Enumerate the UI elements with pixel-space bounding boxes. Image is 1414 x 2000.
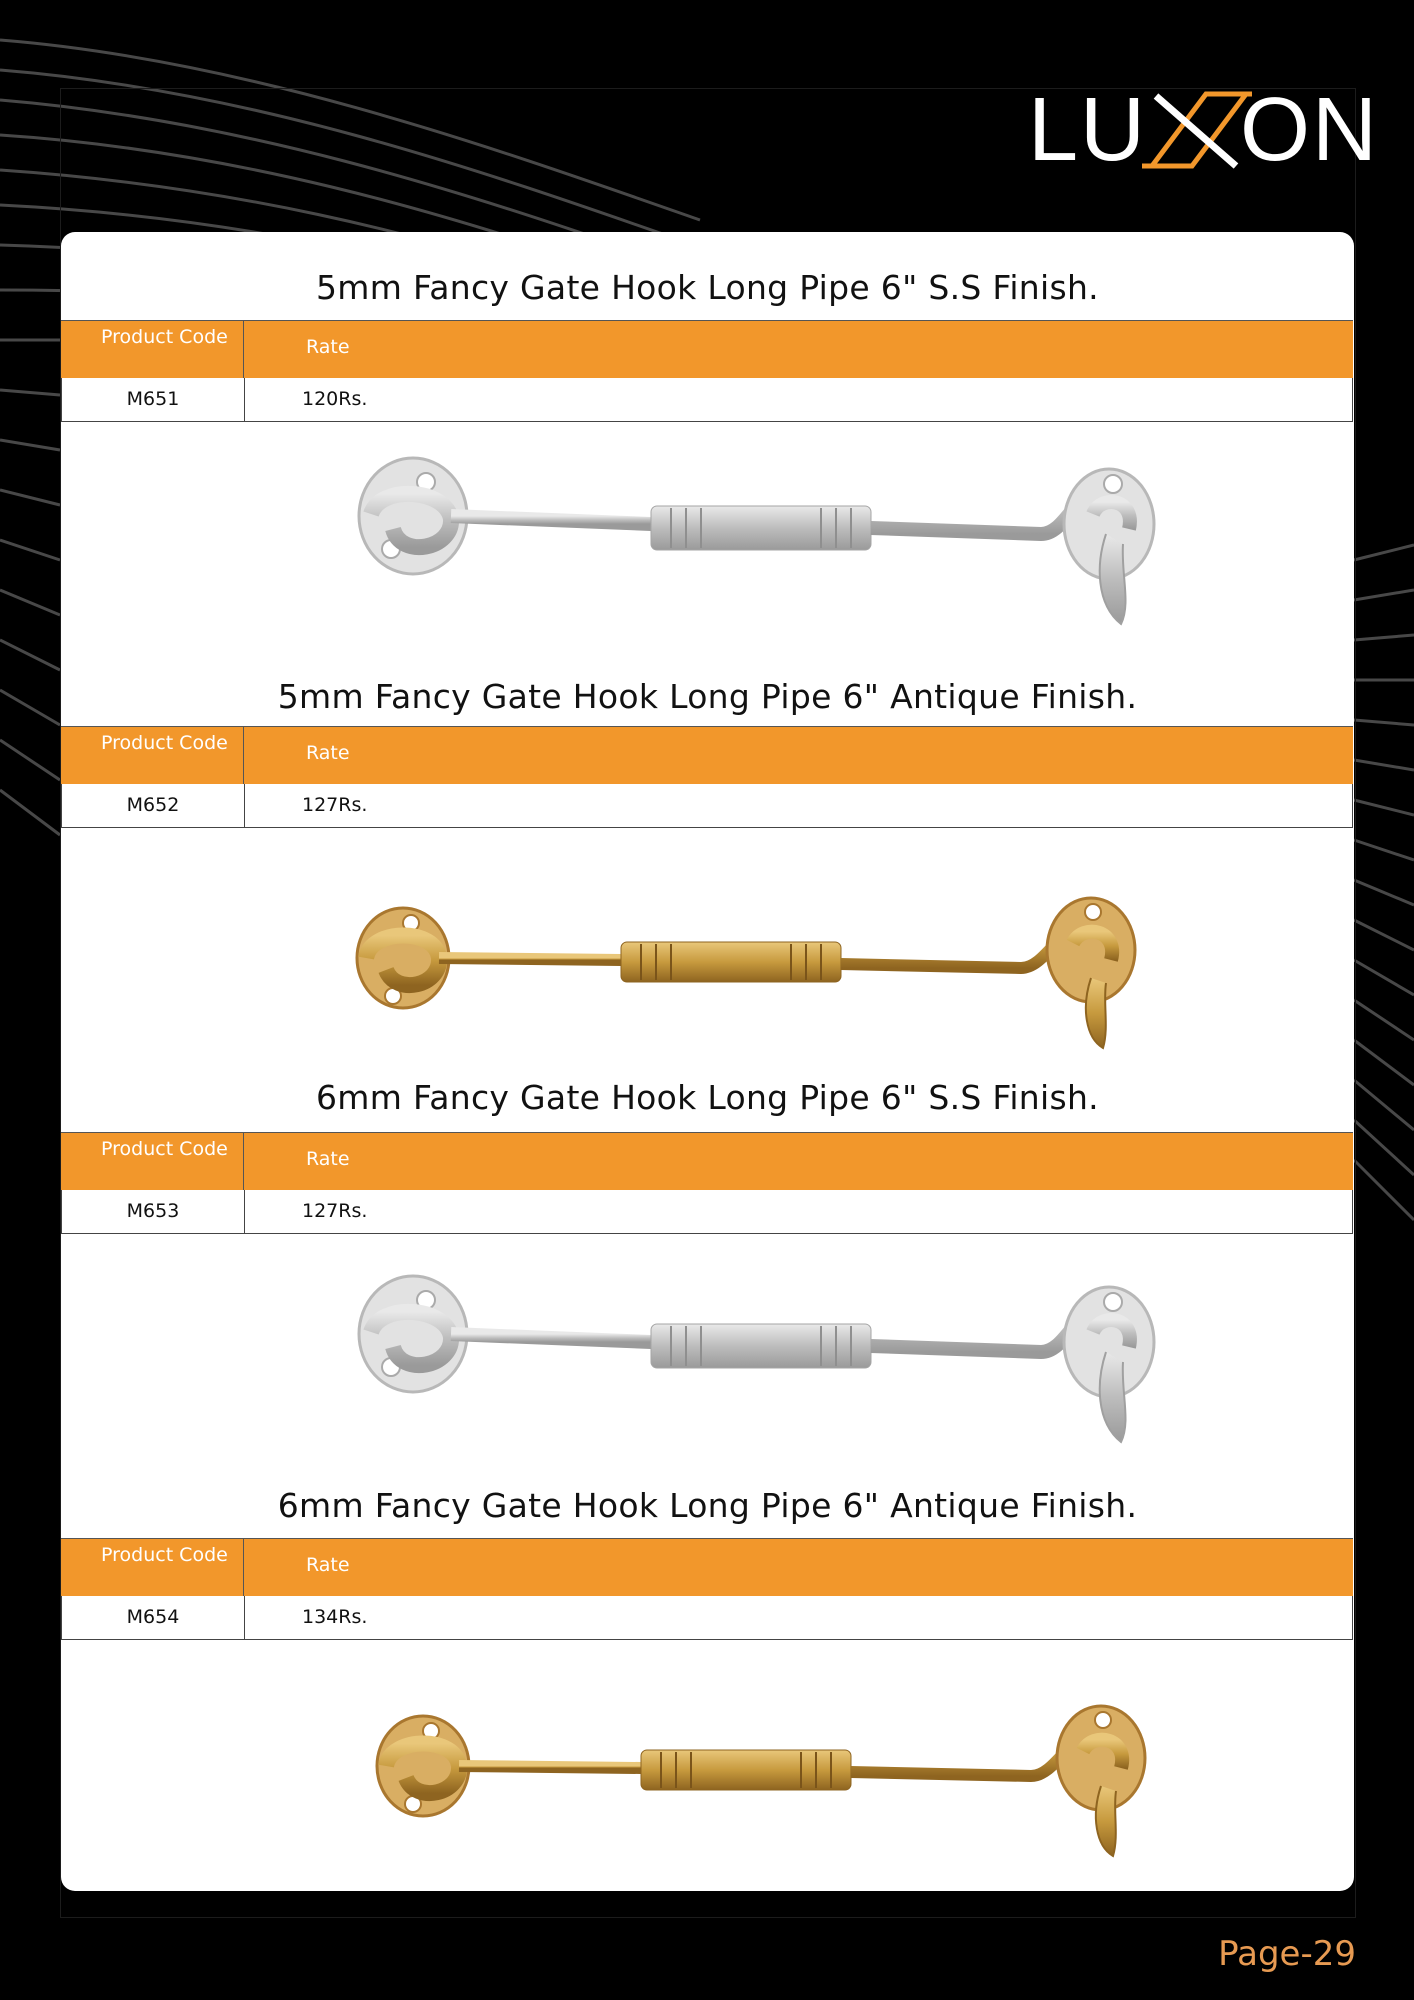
product-code-cell: M654 bbox=[62, 1596, 245, 1639]
product-card bbox=[61, 232, 1354, 1891]
header-divider bbox=[243, 321, 244, 378]
header-divider bbox=[243, 727, 244, 784]
header-rate: Rate bbox=[306, 336, 350, 358]
product-title: 6mm Fancy Gate Hook Long Pipe 6" Antique Finish. bbox=[277, 1486, 1138, 1525]
table-header-row bbox=[61, 726, 1353, 785]
product-rate-cell: 120Rs. bbox=[302, 388, 368, 410]
product-code-cell: M651 bbox=[62, 378, 245, 421]
logo-x-mark-icon bbox=[1142, 88, 1252, 172]
product-title: 5mm Fancy Gate Hook Long Pipe 6" Antique Finish. bbox=[277, 677, 1138, 716]
header-rate: Rate bbox=[306, 1554, 350, 1576]
table-header-row bbox=[61, 320, 1353, 379]
header-divider bbox=[243, 1539, 244, 1596]
product-rate-cell: 127Rs. bbox=[302, 1200, 368, 1222]
product-code-cell: M652 bbox=[62, 784, 245, 827]
product-rate-cell: 134Rs. bbox=[302, 1606, 368, 1628]
table-header-row bbox=[61, 1538, 1353, 1597]
header-product-code: Product Code bbox=[101, 326, 228, 348]
header-rate: Rate bbox=[306, 742, 350, 764]
header-product-code: Product Code bbox=[101, 732, 228, 754]
gate-hook-brass-image bbox=[371, 1696, 1191, 1896]
luxon-logo bbox=[1028, 80, 1379, 180]
header-divider bbox=[243, 1133, 244, 1190]
product-code-cell: M653 bbox=[62, 1190, 245, 1233]
gate-hook-silver-image bbox=[351, 1272, 1171, 1472]
page-number: Page-29 bbox=[1218, 1934, 1356, 1974]
table-row bbox=[61, 378, 1353, 422]
logo-text-left: LU bbox=[1028, 80, 1148, 180]
product-rate-cell: 127Rs. bbox=[302, 794, 368, 816]
table-row bbox=[61, 1190, 1353, 1234]
gate-hook-brass-image bbox=[351, 888, 1171, 1088]
product-title: 6mm Fancy Gate Hook Long Pipe 6" S.S Finish. bbox=[316, 1078, 1099, 1117]
header-product-code: Product Code bbox=[101, 1138, 228, 1160]
product-title: 5mm Fancy Gate Hook Long Pipe 6" S.S Finish. bbox=[316, 268, 1099, 307]
table-header-row bbox=[61, 1132, 1353, 1191]
gate-hook-silver-image bbox=[351, 454, 1171, 654]
header-rate: Rate bbox=[306, 1148, 350, 1170]
table-row bbox=[61, 784, 1353, 828]
table-row bbox=[61, 1596, 1353, 1640]
header-product-code: Product Code bbox=[101, 1544, 228, 1566]
logo-text-right: ON bbox=[1240, 80, 1379, 180]
